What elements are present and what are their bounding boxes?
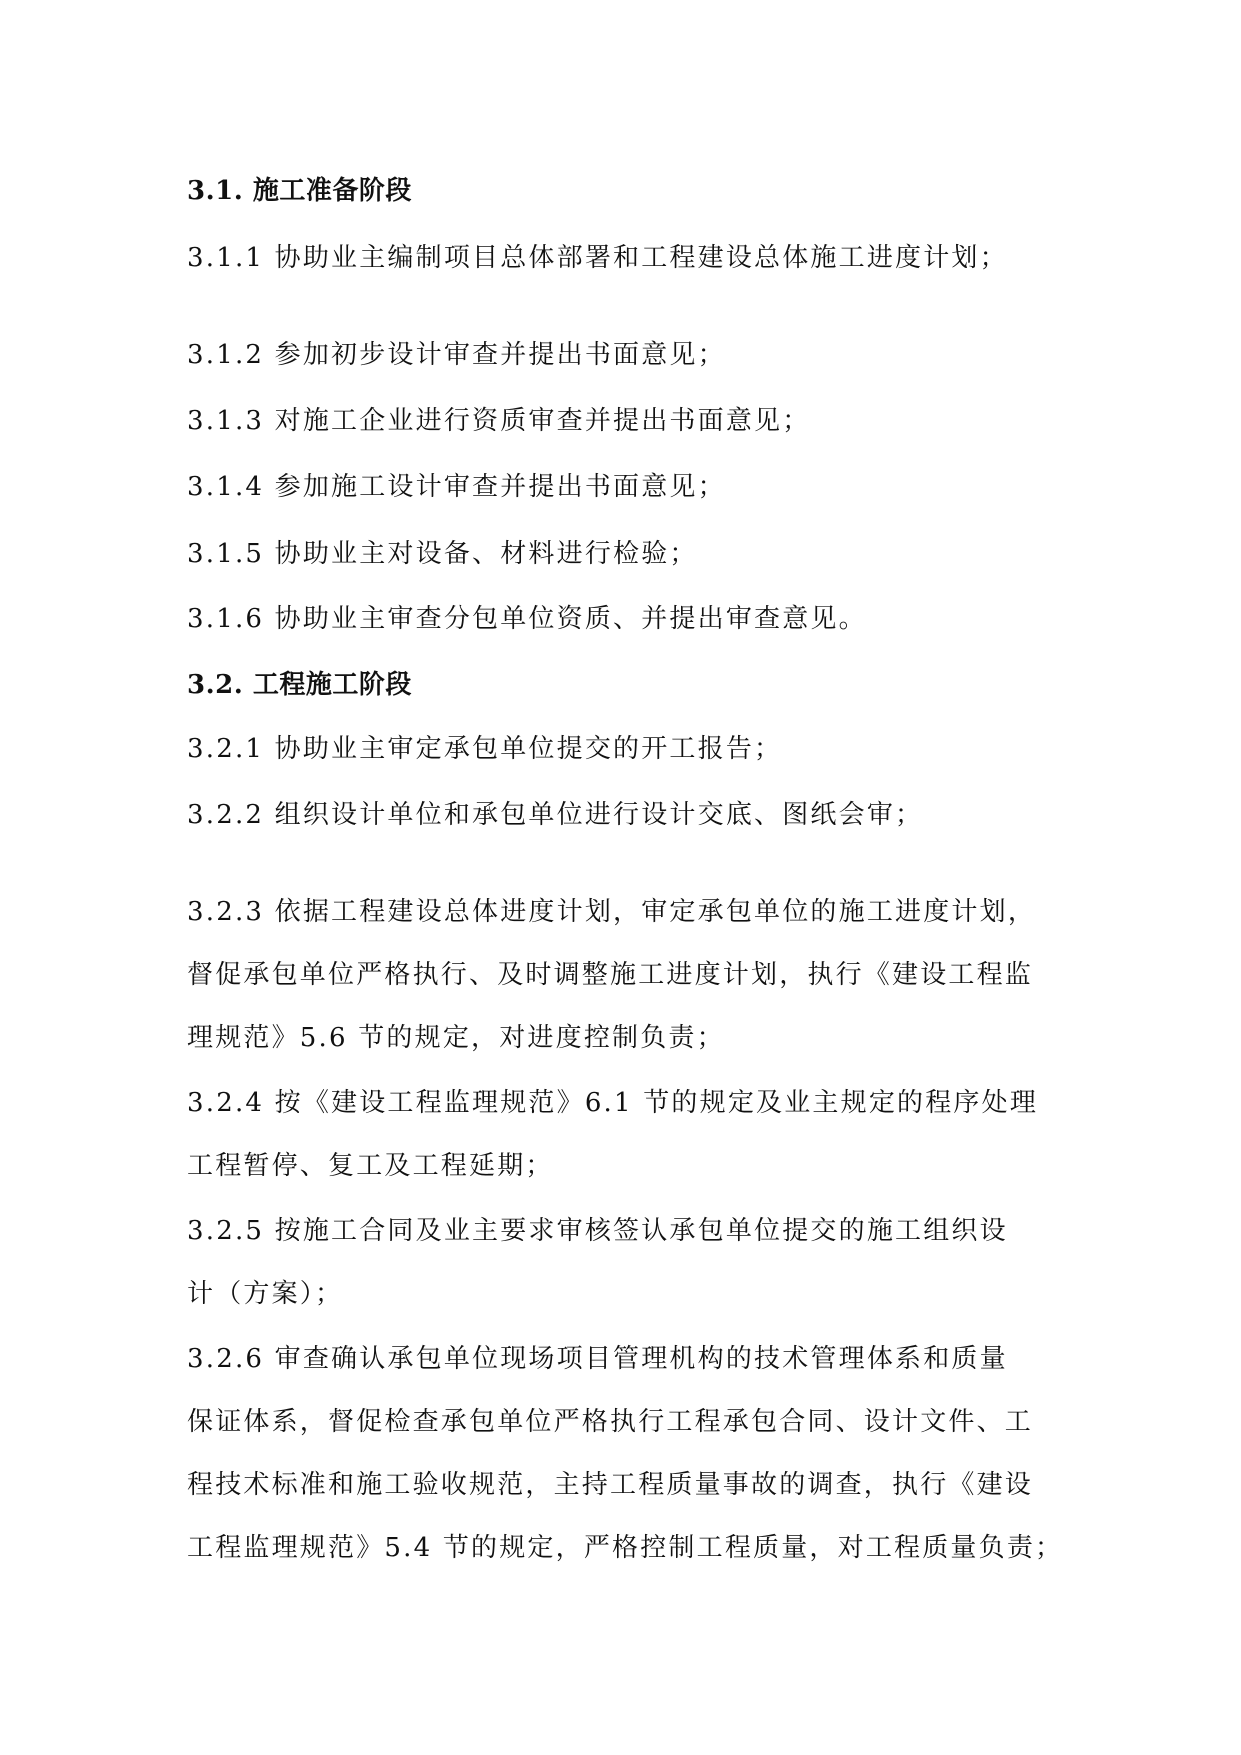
item-3-1-4: 3.1.4 参加施工设计审查并提出书面意见； (187, 472, 726, 502)
item-3-2-3-line-1: 3.2.3 依据工程建设总体进度计划，审定承包单位的施工进度计划， (187, 897, 1037, 927)
item-3-2-6-line-3: 程技术标准和施工验收规范，主持工程质量事故的调查，执行《建设 (187, 1470, 1034, 1500)
item-3-1-3: 3.1.3 对施工企业进行资质审查并提出书面意见； (187, 406, 811, 436)
item-3-1-2: 3.1.2 参加初步设计审查并提出书面意见； (187, 340, 726, 370)
item-3-1-5: 3.1.5 协助业主对设备、材料进行检验； (187, 539, 698, 569)
item-3-2-5-line-1: 3.2.5 按施工合同及业主要求审核签认承包单位提交的施工组织设 (187, 1216, 1008, 1246)
item-3-2-4-line-2: 工程暂停、复工及工程延期； (187, 1151, 554, 1181)
item-3-1-6: 3.1.6 协助业主审查分包单位资质、并提出审查意见。 (187, 604, 867, 634)
item-3-2-6-line-2: 保证体系，督促检查承包单位严格执行工程承包合同、设计文件、工 (187, 1407, 1034, 1437)
item-3-2-1: 3.2.1 协助业主审定承包单位提交的开工报告； (187, 734, 783, 764)
item-3-2-4-line-1: 3.2.4 按《建设工程监理规范》6.1 节的规定及业主规定的程序处理 (187, 1088, 1039, 1118)
item-3-2-6-line-4: 工程监理规范》5.4 节的规定，严格控制工程质量，对工程质量负责； (187, 1533, 1064, 1563)
item-3-2-3-line-3: 理规范》5.6 节的规定，对进度控制负责； (187, 1023, 725, 1053)
item-3-2-5-line-2: 计（方案）； (187, 1279, 344, 1309)
section-heading-3-2: 3.2. 工程施工阶段 (187, 670, 412, 700)
item-3-1-1: 3.1.1 协助业主编制项目总体部署和工程建设总体施工进度计划； (187, 243, 1008, 273)
item-3-2-2: 3.2.2 组织设计单位和承包单位进行设计交底、图纸会审； (187, 800, 924, 830)
item-3-2-3-line-2: 督促承包单位严格执行、及时调整施工进度计划，执行《建设工程监 (187, 960, 1034, 990)
item-3-2-6-line-1: 3.2.6 审查确认承包单位现场项目管理机构的技术管理体系和质量 (187, 1344, 1008, 1374)
section-heading-3-1: 3.1. 施工准备阶段 (187, 176, 412, 206)
